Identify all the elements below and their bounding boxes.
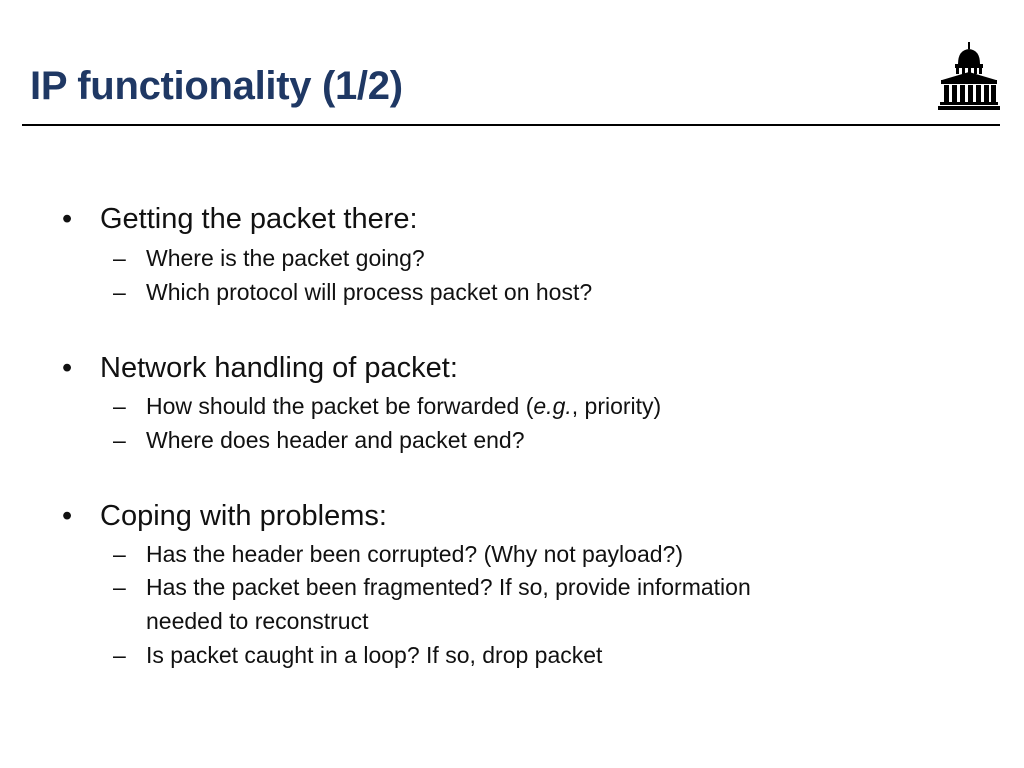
dash-marker: – <box>113 642 126 668</box>
dash-marker: – <box>113 427 126 453</box>
bullet-heading: Coping with problems: <box>100 500 387 532</box>
bullet-coping-with-problems <box>62 499 387 533</box>
sub-bullet-text: Where is the packet going? <box>146 245 425 271</box>
bullet-marker: • <box>62 500 73 532</box>
sub-bullet <box>113 537 683 571</box>
sub-bullet <box>113 638 602 672</box>
dash-marker: – <box>113 393 126 419</box>
bullet-getting-packet-there <box>62 202 418 236</box>
sub-bullet-text-after: , priority) <box>571 393 662 419</box>
bullet-heading: Getting the packet there: <box>100 203 418 235</box>
sub-bullet-text: Is packet caught in a loop? If so, drop packet <box>146 642 603 668</box>
sub-bullet <box>113 570 751 604</box>
dash-marker: – <box>113 574 126 600</box>
sub-bullet <box>113 423 525 457</box>
sub-bullet <box>113 275 592 309</box>
dash-marker: – <box>113 541 126 567</box>
sub-bullet-text: Which protocol will process packet on host? <box>146 279 593 305</box>
slide-title: IP functionality (1/2) <box>30 64 403 108</box>
dash-marker: – <box>113 245 126 271</box>
sub-bullet-text: Where does header and packet end? <box>146 427 525 453</box>
sub-bullet-emphasis: e.g. <box>533 393 572 419</box>
sub-bullet <box>113 241 425 275</box>
sub-bullet-continuation: needed to reconstruct <box>146 608 369 634</box>
sub-bullet <box>113 389 661 423</box>
sub-bullet-text-before: How should the packet be forwarded ( <box>146 393 534 419</box>
bullet-marker: • <box>62 352 73 384</box>
bullet-network-handling <box>62 351 458 385</box>
sub-bullet-text: Has the packet been fragmented? If so, provide information <box>146 574 751 600</box>
bullet-heading: Network handling of packet: <box>100 352 458 384</box>
dash-marker: – <box>113 279 126 305</box>
bullet-marker: • <box>62 203 73 235</box>
sub-bullet-text: Has the header been corrupted? (Why not payload?) <box>146 541 683 567</box>
